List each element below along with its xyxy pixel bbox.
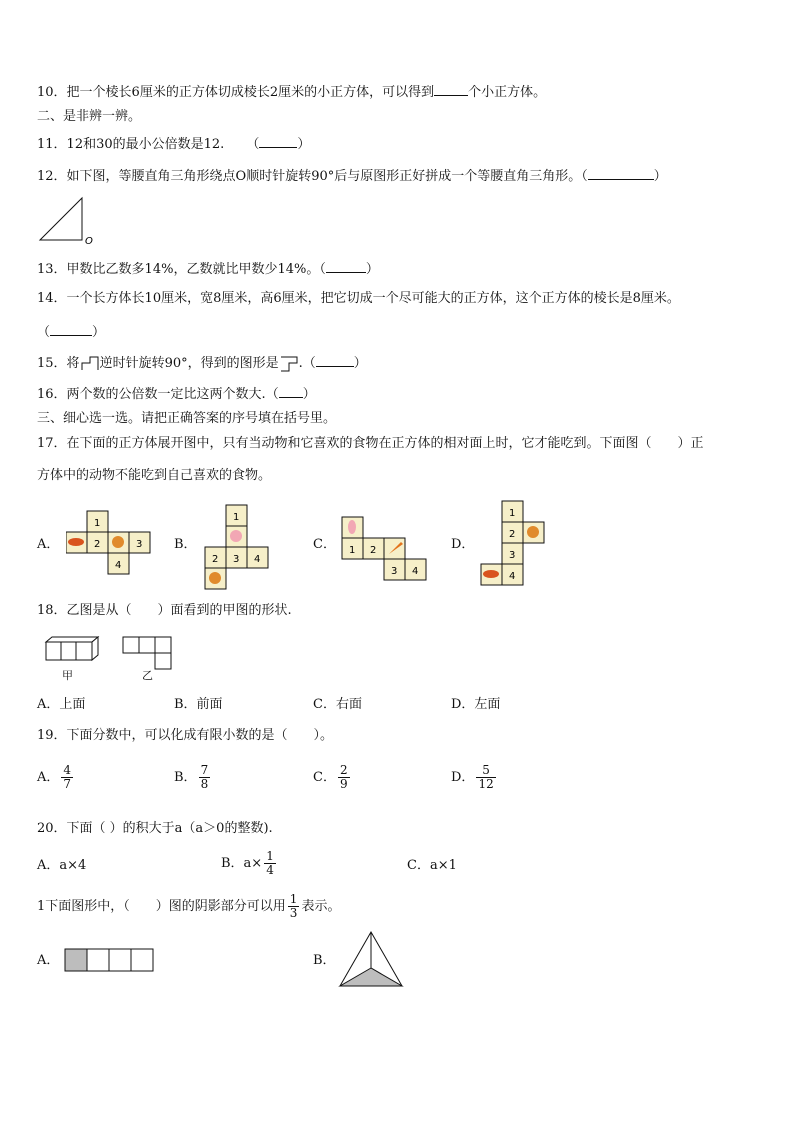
cube-net-b	[204, 504, 272, 592]
q17-option-a-label[interactable]: A．	[37, 537, 60, 552]
question-14: 14．一个长方体长10厘米，宽8厘米，高6厘米，把它切成一个尽可能大的正方体，这个正方体的棱长是8厘米。	[37, 291, 680, 306]
svg-text:2: 2	[94, 539, 101, 550]
question-15: 15．将 逆时针旋转90°，得到的图形是 .（ ）	[37, 353, 367, 373]
answer-blank[interactable]	[279, 384, 303, 398]
svg-text:4: 4	[509, 571, 516, 582]
section-3-heading: 三、细心选一选。请把正确答案的序号填在括号里。	[37, 411, 337, 426]
q20-option-a[interactable]: A．a×4	[37, 858, 87, 873]
question-13: 13．甲数比乙数多14%，乙数就比甲数少14%。（ ）	[37, 259, 379, 279]
q17-option-d-label[interactable]: D．	[451, 537, 475, 552]
svg-text:3: 3	[391, 566, 398, 577]
point-o-label: O	[85, 236, 93, 246]
q21-option-b[interactable]: B．	[313, 953, 336, 968]
svg-text:1: 1	[94, 518, 101, 529]
question-17-line-2: 方体中的动物不能吃到自己喜欢的食物。	[37, 468, 272, 483]
figure-yi-label: 乙	[142, 669, 153, 682]
q21-option-a[interactable]: A．	[37, 953, 60, 968]
fish-icon	[68, 538, 84, 546]
q17-option-c-label[interactable]: C．	[313, 537, 336, 552]
solid-figure-jia	[42, 636, 104, 664]
answer-blank[interactable]	[326, 259, 366, 273]
triangle-shape	[40, 198, 82, 240]
cube-net-c	[341, 516, 431, 582]
question-20: 20．下面（ ）的积大于a（a＞0的整数).	[37, 821, 273, 836]
svg-text:4: 4	[115, 560, 122, 571]
figure-jia-label: 甲	[62, 669, 73, 682]
question-19: 19．下面分数中，可以化成有限小数的是（ ）。	[37, 728, 334, 743]
q17-option-b-label[interactable]: B．	[174, 537, 197, 552]
fish-icon	[483, 570, 499, 578]
svg-text:3: 3	[136, 539, 143, 550]
question-14-answer: （ ）	[37, 322, 105, 342]
question-17: 17．在下面的正方体展开图中，只有当动物和它喜欢的食物在正方体的相对面上时，它才能吃到。下面图（ ）正	[37, 436, 704, 451]
q20-option-b[interactable]: B．a× $\frac{1}{4}$	[221, 849, 274, 877]
cat-icon	[112, 536, 124, 548]
monkey-icon	[209, 572, 221, 584]
fraction: $\frac{1}{3}$	[289, 892, 298, 920]
answer-blank[interactable]	[259, 134, 297, 148]
cat-icon	[527, 526, 539, 538]
svg-text:4: 4	[412, 566, 419, 577]
answer-blank[interactable]	[434, 82, 468, 96]
fraction: $\frac{2}{9}$	[339, 763, 348, 791]
svg-text:3: 3	[509, 550, 516, 561]
rabbit-icon	[348, 520, 356, 534]
question-11: 11．12和30的最小公倍数是12. （ ）	[37, 134, 310, 154]
q19-option-d[interactable]: D． $\frac{5}{12}$	[451, 763, 494, 791]
fraction: $\frac{1}{4}$	[266, 849, 274, 877]
section-2-heading: 二、是非辨一辨。	[37, 109, 142, 124]
question-12: 12．如下图，等腰直角三角形绕点O顺时针旋转90°后与原图形正好拼成一个等腰直角三角形。（ ）	[37, 166, 667, 186]
q18-option-a[interactable]: A．上面	[37, 697, 86, 712]
rotated-shape-icon	[279, 356, 299, 372]
answer-blank[interactable]	[588, 166, 654, 180]
q19-option-c[interactable]: C． $\frac{2}{9}$	[313, 763, 348, 791]
q21-triangle-figure	[338, 930, 404, 990]
q19-option-a[interactable]: A． $\frac{4}{7}$	[37, 763, 72, 791]
question-18: 18．乙图是从（ ）面看到的甲图的形状.	[37, 603, 292, 618]
svg-text:1: 1	[233, 512, 240, 523]
question-10: 10．把一个棱长6厘米的正方体切成棱长2厘米的小正方体，可以得到 个小正方体。	[37, 82, 546, 102]
fraction: $\frac{7}{8}$	[200, 763, 209, 791]
cube-net-d	[480, 500, 548, 588]
q18-option-b[interactable]: B．前面	[174, 697, 223, 712]
question-21: 1下面图形中，（ ）图的阴影部分可以用 $\frac{1}{3}$ 表示。	[37, 892, 341, 920]
svg-text:2: 2	[370, 545, 377, 556]
svg-text:2: 2	[509, 529, 516, 540]
question-16: 16．两个数的公倍数一定比这两个数大.（ ）	[37, 384, 316, 404]
answer-blank[interactable]	[316, 353, 354, 367]
right-triangle-figure	[38, 196, 98, 246]
svg-text:2: 2	[212, 554, 219, 565]
q18-option-d[interactable]: D．左面	[451, 697, 501, 712]
answer-blank[interactable]	[50, 322, 92, 336]
fraction: $\frac{4}{7}$	[63, 763, 72, 791]
cube-net-a	[66, 510, 156, 576]
svg-text:4: 4	[254, 554, 261, 565]
svg-text:1: 1	[509, 508, 516, 519]
peach-icon	[230, 530, 242, 542]
original-shape-icon	[80, 356, 100, 372]
fraction: $\frac{5}{12}$	[478, 763, 494, 791]
svg-text:1: 1	[349, 545, 356, 556]
q20-option-c[interactable]: C．a×1	[407, 858, 457, 873]
q21-strip-figure	[64, 948, 156, 974]
q18-option-c[interactable]: C．右面	[313, 697, 362, 712]
q19-option-b[interactable]: B． $\frac{7}{8}$	[174, 763, 209, 791]
svg-text:3: 3	[233, 554, 240, 565]
